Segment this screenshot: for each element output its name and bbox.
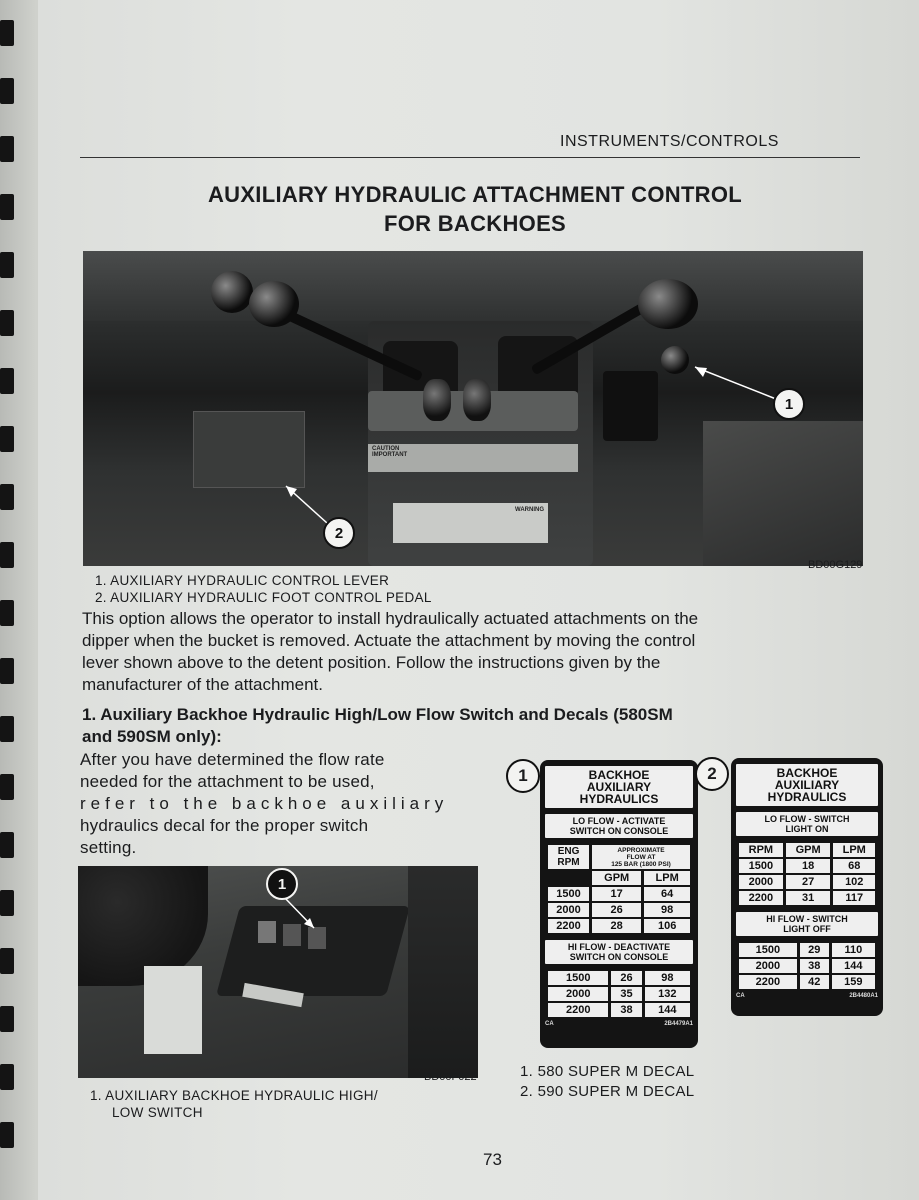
decal-1-eng: ENG <box>557 846 580 857</box>
decal-1-title-line-3: HYDRAULICS <box>579 792 659 806</box>
decal-1-lo-note-line-2: SWITCH ON CONSOLE <box>569 826 669 836</box>
decal-2-number: 2 <box>695 757 729 791</box>
decal-2-hi-rpm: 1500 <box>739 943 797 957</box>
decal-2-lo-gpm: 18 <box>786 859 831 873</box>
decal-1-hi-gpm: 35 <box>611 987 641 1001</box>
figure-1-photo <box>83 251 863 566</box>
decal-1-hi-note-line-2: SWITCH ON CONSOLE <box>569 952 669 962</box>
decal-1-title <box>545 766 693 808</box>
section-1-body-line-3: refer to the backhoe auxiliary <box>80 794 449 813</box>
decal-2-hi-rpm: 2200 <box>739 975 797 989</box>
binding-coil <box>0 890 14 916</box>
binding-coil <box>0 310 14 336</box>
decal-2-lo-lpm: 68 <box>833 859 875 873</box>
decal-2-lpm-header: LPM <box>833 843 875 857</box>
binding-coil <box>0 716 14 742</box>
figure-1-leaders <box>83 251 863 566</box>
intro-paragraph <box>82 608 882 696</box>
decal-2-hi-gpm: 38 <box>800 959 829 973</box>
figure-1-captions <box>95 572 432 606</box>
decal-2-lo-rpm: 2200 <box>739 891 783 905</box>
binding-coil <box>0 542 14 568</box>
decal-1-hi-note-line-1: HI FLOW - DEACTIVATE <box>567 942 671 952</box>
section-1-heading <box>82 704 892 748</box>
decal-2-title <box>736 764 878 806</box>
decal-580-super-m <box>540 760 698 1048</box>
section-1-body-line-5: setting. <box>80 838 137 857</box>
decal-1-lo-gpm: 26 <box>592 903 641 917</box>
figure-2-caption-line-2: LOW SWITCH <box>112 1105 203 1120</box>
decal-1-approx-line-1: APPROXIMATE <box>617 846 665 854</box>
decal-1-hi-flow-table <box>545 969 693 1019</box>
binding-coil <box>0 1122 14 1148</box>
decal-2-part-number: 2B4480A1 <box>849 993 878 999</box>
decal-1-number: 1 <box>506 759 540 793</box>
decal-1-lo-flow-table <box>545 843 693 935</box>
decal-1-lo-rpm: 2000 <box>548 903 589 917</box>
binding-coil <box>0 368 14 394</box>
decal-captions <box>520 1062 694 1102</box>
decal-caption-1: 1. 580 SUPER M DECAL <box>520 1063 695 1080</box>
decal-2-lo-note-line-1: LO FLOW - SWITCH <box>764 814 850 824</box>
binding-coil <box>0 252 14 278</box>
decal-1-hi-flow-note <box>545 940 693 964</box>
section-1-heading-line-1: 1. Auxiliary Backhoe Hydraulic High/Low Flow Switch and Decals (580SM <box>82 705 673 724</box>
decal-2-foot-left: CA <box>736 993 745 999</box>
decal-2-hi-note-line-1: HI FLOW - SWITCH <box>766 914 848 924</box>
section-1-body-line-2: needed for the attachment to be used, <box>80 772 375 791</box>
section-1-heading-line-2: and 590SM only): <box>82 727 222 746</box>
binding-coil <box>0 832 14 858</box>
section-1-body-line-4: hydraulics decal for the proper switch <box>80 816 369 835</box>
decal-2-lo-lpm: 117 <box>833 891 875 905</box>
decal-2-hi-gpm: 42 <box>800 975 829 989</box>
binding-coil <box>0 1064 14 1090</box>
figure-1-caption-2: 2. AUXILIARY HYDRAULIC FOOT CONTROL PEDAL <box>95 590 432 605</box>
decal-1-hi-lpm: 98 <box>645 971 690 985</box>
decal-1-footer <box>545 1021 693 1027</box>
decal-1-blank-header <box>548 871 589 885</box>
decal-1-title-line-2: AUXILIARY <box>586 780 652 794</box>
binding-coil <box>0 194 14 220</box>
decal-2-gpm-header: GPM <box>786 843 831 857</box>
decal-2-hi-gpm: 29 <box>800 943 829 957</box>
decal-2-footer <box>736 993 878 999</box>
decal-1-hi-gpm: 38 <box>611 1003 641 1017</box>
binding-coil <box>0 484 14 510</box>
figure-2-photo <box>78 866 478 1078</box>
page-title <box>90 180 860 238</box>
decal-2-title-line-2: AUXILIARY <box>774 778 840 792</box>
decal-2-rpm-header: RPM <box>739 843 783 857</box>
binding-coil <box>0 136 14 162</box>
decal-2-title-line-1: BACKHOE <box>776 766 838 780</box>
decal-1-hi-lpm: 144 <box>645 1003 690 1017</box>
page-title-line-2: FOR BACKHOES <box>383 211 567 236</box>
decal-2-hi-lpm: 159 <box>832 975 875 989</box>
decal-590-super-m <box>731 758 883 1016</box>
decal-2-lo-note-line-2: LIGHT ON <box>785 824 829 834</box>
important-decal-text: IMPORTANT <box>372 452 408 458</box>
decal-1-lo-gpm: 28 <box>592 919 641 933</box>
decal-2-hi-lpm: 144 <box>832 959 875 973</box>
decal-2-lo-gpm: 31 <box>786 891 831 905</box>
decal-1-rpm: RPM <box>557 857 580 868</box>
decal-1-lo-rpm: 2200 <box>548 919 589 933</box>
binding-coil <box>0 20 14 46</box>
figure-2-callout-1: 1 <box>266 868 298 900</box>
binding-coil <box>0 658 14 684</box>
decal-1-title-line-1: BACKHOE <box>588 768 650 782</box>
figure-2-caption <box>90 1087 378 1121</box>
decal-2-hi-flow-table <box>736 941 878 991</box>
figure-2-caption-line-1: 1. AUXILIARY BACKHOE HYDRAULIC HIGH/ <box>90 1088 378 1103</box>
decal-1-lpm-header: LPM <box>644 871 690 885</box>
decal-1-approx-line-2: FLOW AT <box>626 853 656 861</box>
decal-1-approx-flow <box>592 845 690 869</box>
decal-1-hi-gpm: 26 <box>611 971 641 985</box>
decal-1-lo-lpm: 106 <box>644 919 690 933</box>
binding-coil <box>0 948 14 974</box>
section-1-body-line-1: After you have determined the flow rate <box>80 750 385 769</box>
header-rule <box>80 157 860 158</box>
decal-1-eng-rpm <box>548 845 589 869</box>
decal-1-gpm-header: GPM <box>592 871 641 885</box>
decal-2-lo-gpm: 27 <box>786 875 831 889</box>
decal-1-hi-rpm: 1500 <box>548 971 608 985</box>
decal-1-lo-rpm: 1500 <box>548 887 589 901</box>
decal-1-hi-rpm: 2200 <box>548 1003 608 1017</box>
binding-coil <box>0 774 14 800</box>
decal-1-foot-left: CA <box>545 1021 554 1027</box>
decal-2-hi-note-line-2: LIGHT OFF <box>783 924 831 934</box>
decal-1-hi-rpm: 2000 <box>548 987 608 1001</box>
binding-coil <box>0 426 14 452</box>
decal-2-hi-flow-note <box>736 912 878 936</box>
figure-1-caption-1: 1. AUXILIARY HYDRAULIC CONTROL LEVER <box>95 573 390 588</box>
decal-2-hi-lpm: 110 <box>832 943 875 957</box>
intro-line-4: manufacturer of the attachment. <box>82 675 323 694</box>
figure-1-code: BD00G129 <box>808 559 863 571</box>
decal-1-approx-line-3: 125 BAR (1800 PSI) <box>611 860 671 868</box>
decal-2-lo-rpm: 2000 <box>739 875 783 889</box>
page-number: 73 <box>483 1150 502 1169</box>
decal-1-hi-lpm: 132 <box>645 987 690 1001</box>
decal-2-lo-lpm: 102 <box>833 875 875 889</box>
decal-caption-2: 2. 590 SUPER M DECAL <box>520 1083 695 1100</box>
warning-decal-text: WARNING <box>515 507 544 513</box>
caution-decal-text: CAUTION <box>372 446 400 452</box>
figure-1-callout-1: 1 <box>773 388 805 420</box>
intro-line-1: This option allows the operator to install hydraulically actuated attachments on the <box>82 609 699 628</box>
decal-2-lo-rpm: 1500 <box>739 859 783 873</box>
decal-2-title-line-3: HYDRAULICS <box>767 790 847 804</box>
binding-coil <box>0 78 14 104</box>
binding-coil <box>0 1006 14 1032</box>
decal-1-lo-note-line-1: LO FLOW - ACTIVATE <box>572 816 666 826</box>
intro-line-2: dipper when the bucket is removed. Actuate the attachment by moving the control <box>82 631 696 650</box>
figure-2-code: BD00F022 <box>424 1071 477 1083</box>
decal-1-lo-lpm: 64 <box>644 887 690 901</box>
binding-coil <box>0 600 14 626</box>
decal-1-lo-lpm: 98 <box>644 903 690 917</box>
figure-1-callout-2: 2 <box>323 517 355 549</box>
section-header: INSTRUMENTS/CONTROLS <box>560 133 779 150</box>
decal-2-lo-flow-note <box>736 812 878 836</box>
intro-line-3: lever shown above to the detent position. Follow the instructions given by the <box>82 653 661 672</box>
decal-2-lo-flow-table <box>736 841 878 907</box>
page-title-line-1: AUXILIARY HYDRAULIC ATTACHMENT CONTROL <box>207 182 743 207</box>
section-1-body <box>80 749 480 859</box>
decal-2-hi-rpm: 2000 <box>739 959 797 973</box>
decal-1-lo-flow-note <box>545 814 693 838</box>
decal-1-part-number: 2B4479A1 <box>664 1021 693 1027</box>
decal-1-lo-gpm: 17 <box>592 887 641 901</box>
